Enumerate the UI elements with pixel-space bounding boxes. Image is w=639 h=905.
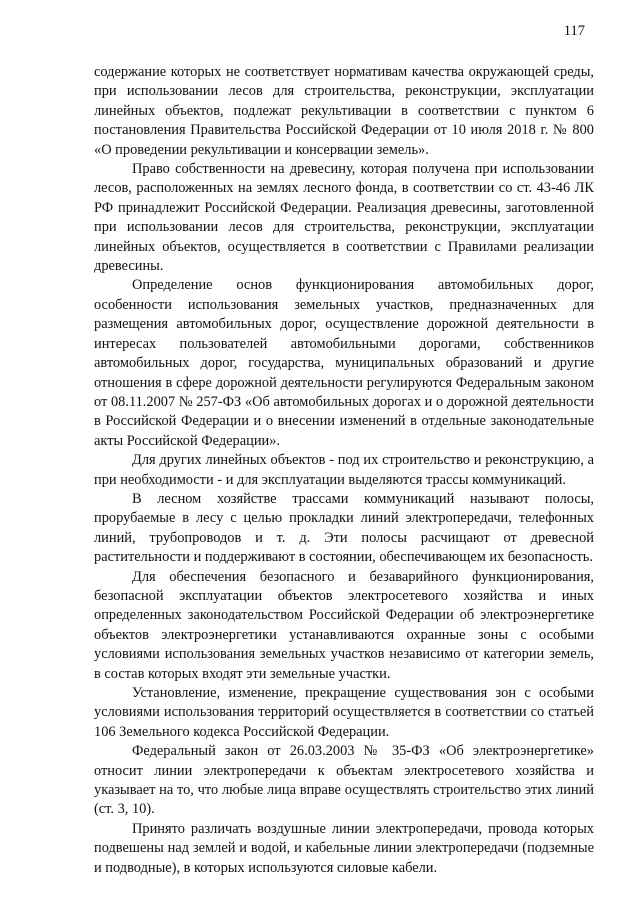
paragraph-6: Для обеспечения безопасного и безаварийного функционирования, безопасной эксплуатации объектов электросетевого хозяйства и иных определенных законодательством Российской Федерации об электроэнергетике объектов электроэнергетики устанавливаются охранные зоны с особыми условиями использования земельных участков независимо от категории земель, в состав которых входят эти земельные участки. xyxy=(94,568,594,682)
paragraph-8: Федеральный закон от 26.03.2003 № 35-ФЗ «Об электроэнергетике» относит линии электропередачи к объектам электросетевого хозяйства и указывает на то, что любые лица вправе осуществлять строительство этих линий (ст. 3, 10). xyxy=(94,743,594,818)
paragraph-1: содержание которых не соответствует нормативам качества окружающей среды, при использовании лесов для строительства, реконструкции, эксплуатации линейных объектов, подлежат рекультивации в соответствии с пунктом 6 постановления Правительства Российской Федерации от 10 июля 2018 г. № 800 «О проведении рекультивации и консервации земель». xyxy=(94,64,594,158)
document-body xyxy=(94,63,594,878)
paragraph-2: Право собственности на древесину, которая получена при использовании лесов, расположенных на землях лесного фонда, в соответствии со ст. 43-46 ЛК РФ принадлежит Российской Федерации. Реализация древесины, заготовленной при использовании лесов для строительства, реконструкции, эксплуатации линейных объектов, осуществляется в соответствии с Правилами реализации древесины. xyxy=(94,161,594,275)
paragraph-5: В лесном хозяйстве трассами коммуникаций называют полосы, прорубаемые в лесу с целью прокладки линий электропередачи, телефонных линий, трубопроводов и т. д. Эти полосы расчищают от древесной растительности и поддерживают в состоянии, обеспечивающем их безопасность. xyxy=(94,490,594,566)
paragraph-9: Принято различать воздушные линии электропередачи, провода которых подвешены над землей и водой, и кабельные линии электропередачи (подземные и подводные), в которых используются силовые кабели. xyxy=(94,820,594,876)
page-number: 117 xyxy=(563,23,585,39)
paragraph-3: Определение основ функционирования автомобильных дорог, особенности использования земельных участков, предназначенных для размещения автомобильных дорог, осуществление дорожной деятельности в интересах пользователей автомобильными дорогами, собственников автомобильных дорог, государства, муниципальных образований и другие отношения в сфере дорожной деятельности регулируются Федеральным законом от 08.11.2007 № 257-ФЗ «Об автомобильных дорогах и о дорожной деятельности в Российской Федерации и о внесении изменений в отдельные законодательные акты Российской Федерации». xyxy=(94,277,594,449)
paragraph-4: Для других линейных объектов - под их строительство и реконструкцию, а при необходимости - и для эксплуатации выделяются трассы коммуникаций. xyxy=(94,452,594,488)
paragraph-7: Установление, изменение, прекращение существования зон с особыми условиями использования территорий осуществляется в соответствии со статьей 106 Земельного кодекса Российской Федерации. xyxy=(94,685,594,740)
